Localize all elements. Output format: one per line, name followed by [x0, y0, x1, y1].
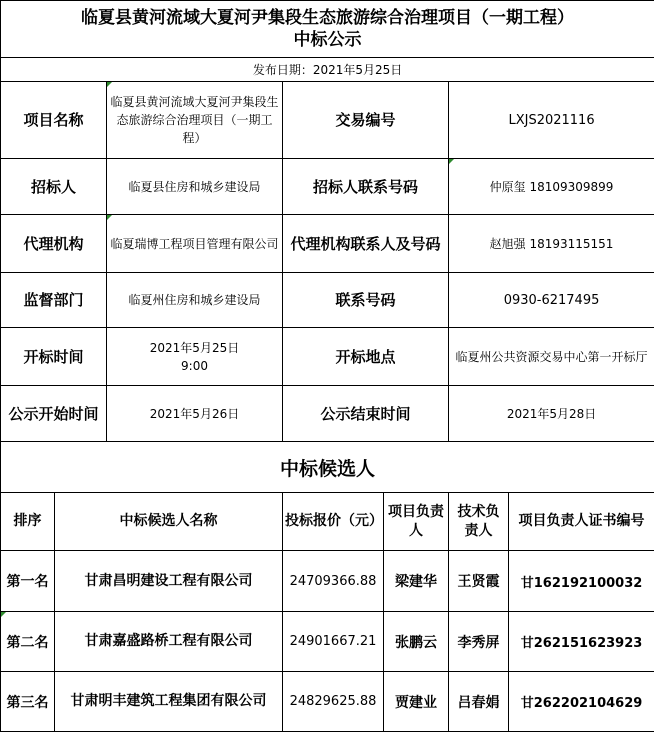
title-line-2: 中标公示 — [293, 30, 362, 50]
trade-no-value: LXJS2021116 — [449, 82, 654, 159]
candidate-rank: 第一名 — [1, 551, 55, 612]
project-name-value: 临夏县黄河流域大夏河尹集段生态旅游综合治理项目（一期工程） — [107, 82, 283, 159]
supervisor-label: 监督部门 — [1, 273, 107, 328]
header-manager: 项目负责人 — [384, 493, 449, 551]
candidate-rank: 第二名 — [1, 612, 55, 672]
candidate-manager: 梁建华 — [384, 551, 449, 612]
header-bid: 投标报价（元） — [283, 493, 384, 551]
pub-start-value: 2021年5月26日 — [107, 386, 283, 442]
candidate-manager: 贾建业 — [384, 672, 449, 732]
table-row — [1, 672, 654, 732]
header-cert: 项目负责人证书编号 — [509, 493, 654, 551]
open-time-hour: 9:00 — [181, 358, 208, 373]
phone-value: 0930-6217495 — [449, 273, 654, 328]
tenderer-contact-value: 仲原玺 18109309899 — [449, 159, 654, 215]
agency-contact-label: 代理机构联系人及号码 — [283, 215, 449, 273]
phone-label: 联系号码 — [283, 273, 449, 328]
candidate-name: 甘肃昌明建设工程有限公司 — [55, 551, 283, 612]
table-row — [1, 551, 654, 612]
candidate-bid: 24901667.21 — [283, 612, 384, 672]
candidate-cert: 甘262202104629 — [509, 672, 654, 732]
open-time-value — [107, 328, 283, 386]
candidate-name: 甘肃明丰建筑工程集团有限公司 — [55, 672, 283, 732]
open-time-date: 2021年5月25日 — [149, 340, 240, 355]
agency-value: 临夏瑞博工程项目管理有限公司 — [107, 215, 283, 273]
table-row — [1, 612, 654, 672]
candidate-bid: 24709366.88 — [283, 551, 384, 612]
open-place-value: 临夏州公共资源交易中心第一开标厅 — [449, 328, 654, 386]
open-time-label: 开标时间 — [1, 328, 107, 386]
trade-no-label: 交易编号 — [283, 82, 449, 159]
title-line-1: 临夏县黄河流域大夏河尹集段生态旅游综合治理项目（一期工程） — [81, 8, 575, 28]
project-name-label: 项目名称 — [1, 82, 107, 159]
open-place-label: 开标地点 — [283, 328, 449, 386]
agency-contact-value: 赵旭强 18193115151 — [449, 215, 654, 273]
candidate-manager: 张鹏云 — [384, 612, 449, 672]
pub-end-value: 2021年5月28日 — [449, 386, 654, 442]
candidates-section-title: 中标候选人 — [1, 442, 654, 493]
page-title — [1, 1, 654, 58]
tenderer-value: 临夏县住房和城乡建设局 — [107, 159, 283, 215]
candidate-tech: 李秀屏 — [449, 612, 509, 672]
candidate-tech: 吕春娟 — [449, 672, 509, 732]
candidate-tech: 王贤霞 — [449, 551, 509, 612]
candidate-cert: 甘262151623923 — [509, 612, 654, 672]
pub-start-label: 公示开始时间 — [1, 386, 107, 442]
publish-date: 发布日期：2021年5月25日 — [1, 58, 654, 82]
candidate-rank: 第三名 — [1, 672, 55, 732]
header-candidate-name: 中标候选人名称 — [55, 493, 283, 551]
candidate-bid: 24829625.88 — [283, 672, 384, 732]
candidate-cert: 甘162192100032 — [509, 551, 654, 612]
header-tech: 技术负责人 — [449, 493, 509, 551]
tenderer-contact-label: 招标人联系号码 — [283, 159, 449, 215]
supervisor-value: 临夏州住房和城乡建设局 — [107, 273, 283, 328]
header-rank: 排序 — [1, 493, 55, 551]
agency-label: 代理机构 — [1, 215, 107, 273]
tenderer-label: 招标人 — [1, 159, 107, 215]
pub-end-label: 公示结束时间 — [283, 386, 449, 442]
candidate-name: 甘肃嘉盛路桥工程有限公司 — [55, 612, 283, 672]
